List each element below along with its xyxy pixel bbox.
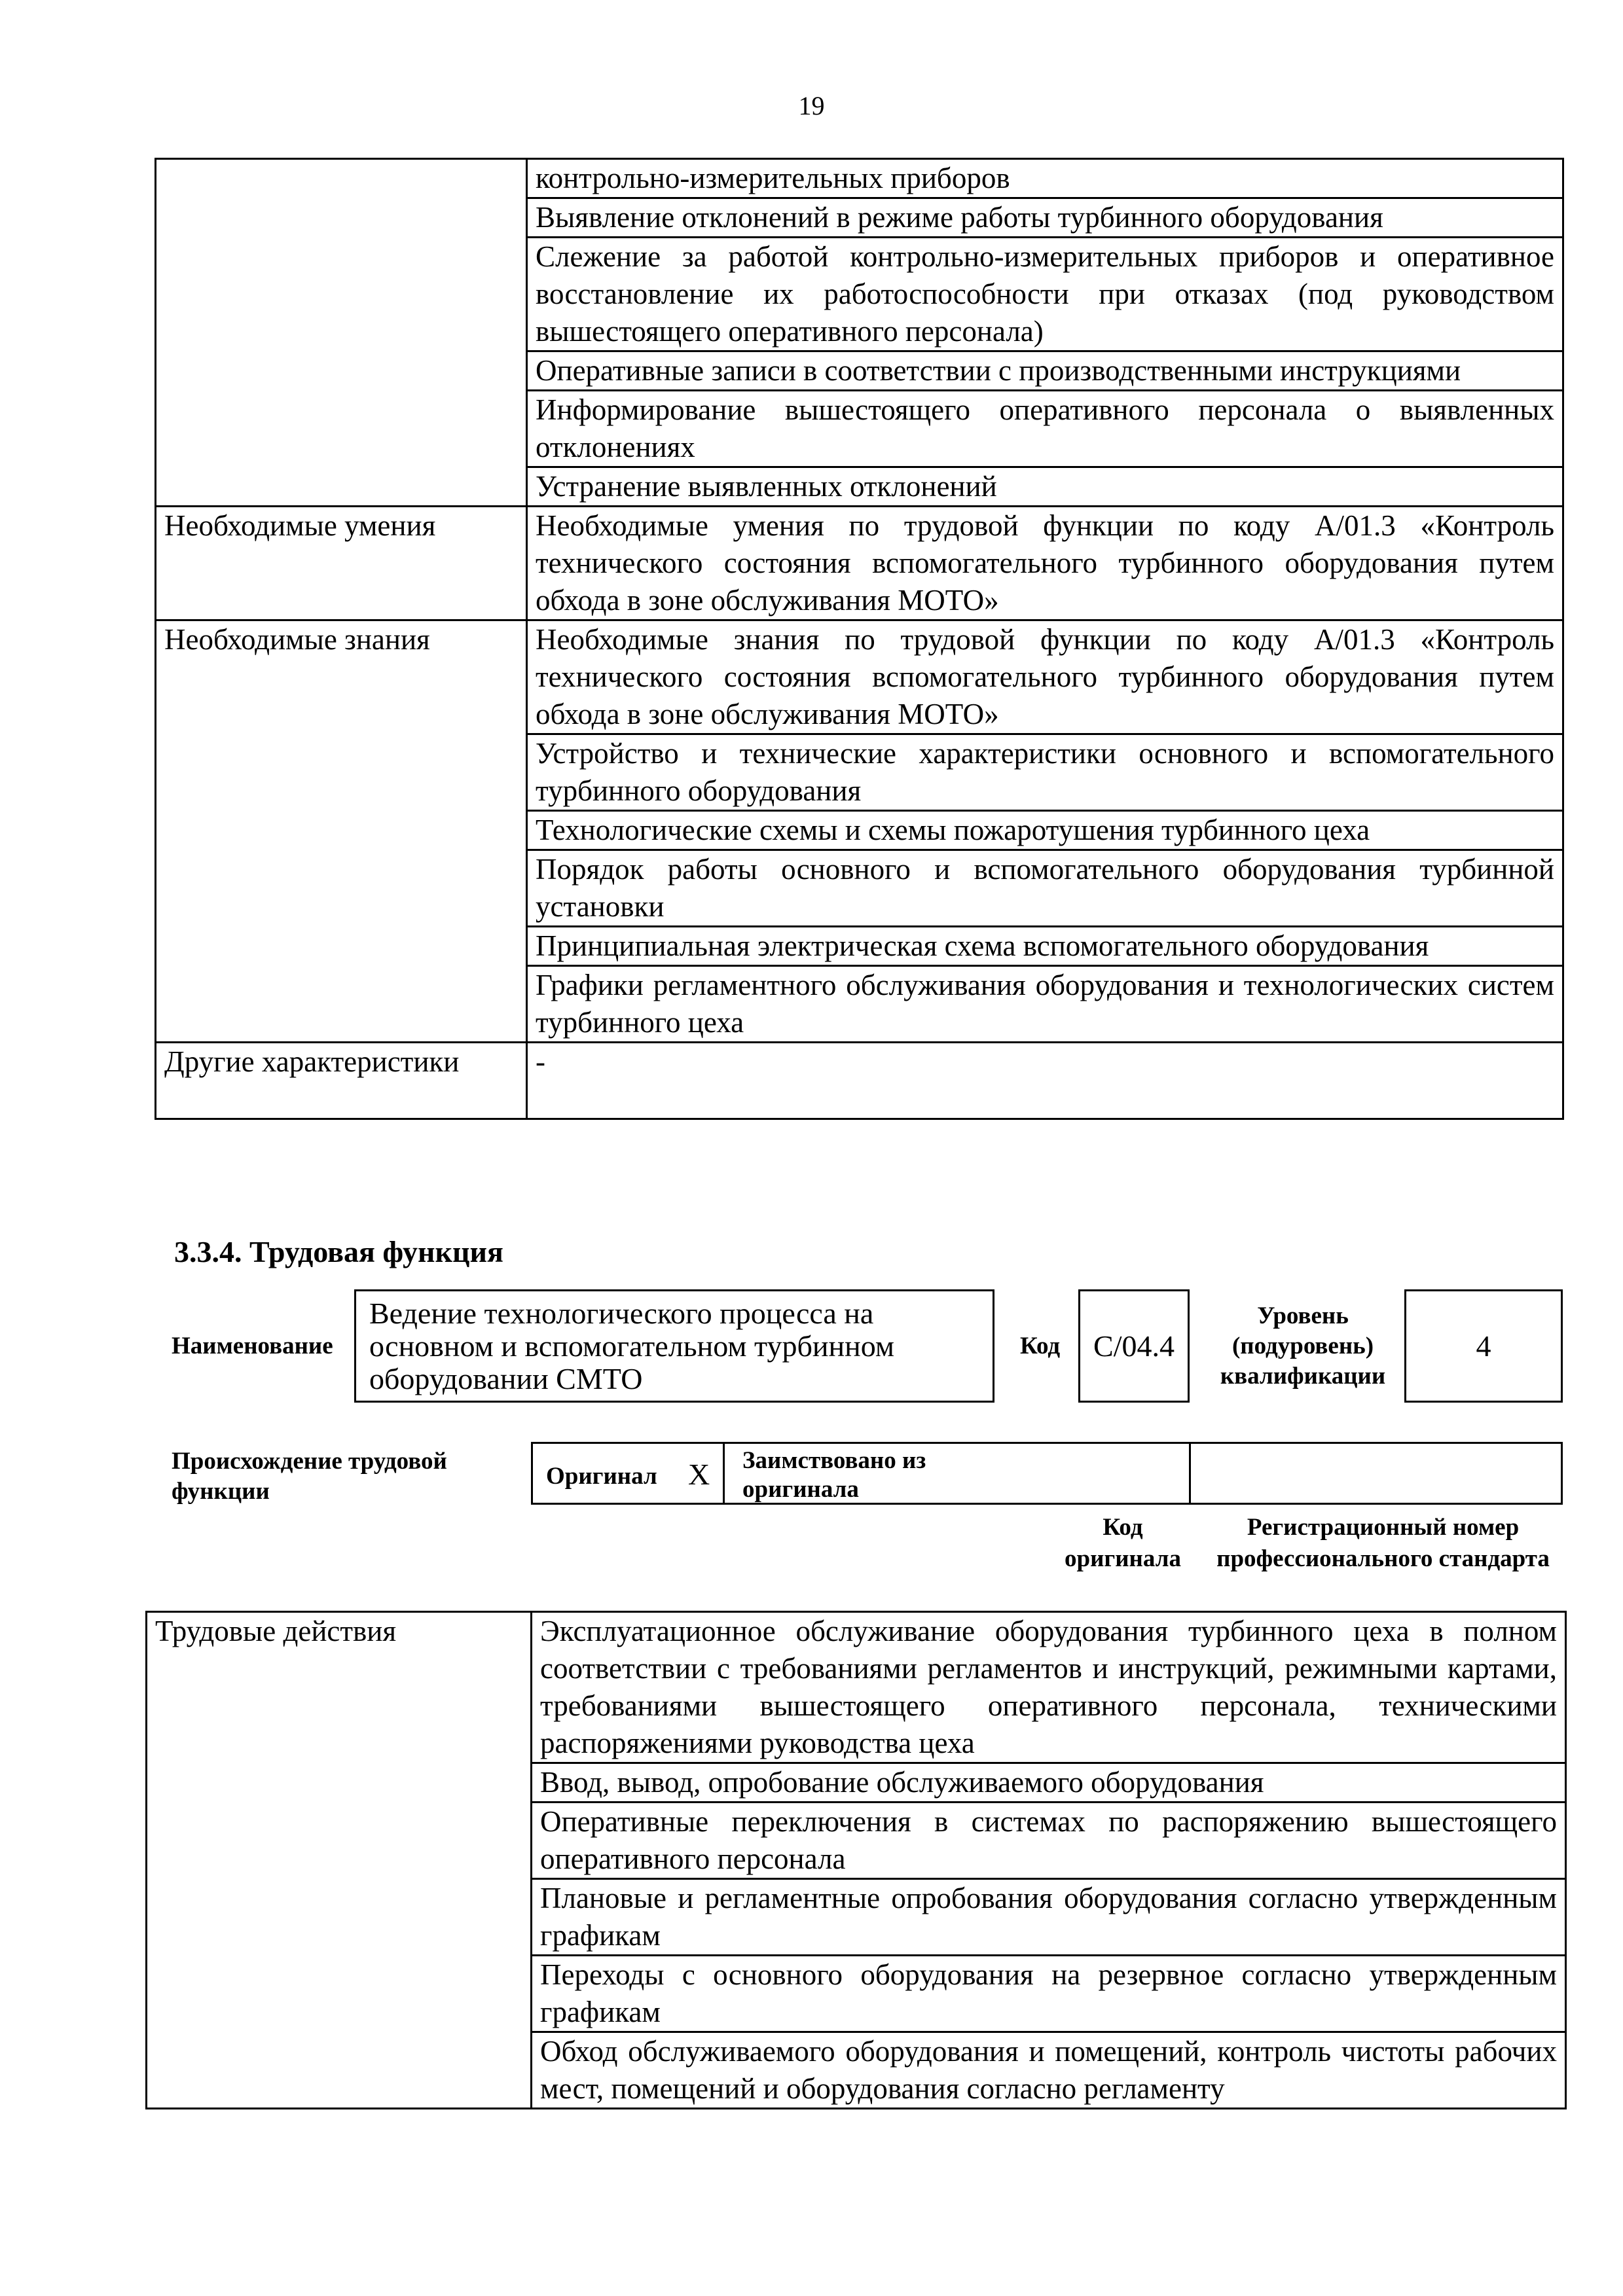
table-cell: Выявление отклонений в режиме работы турбинного оборудования [527, 198, 1563, 238]
table-cell: Технологические схемы и схемы пожаротушения турбинного цеха [527, 811, 1563, 850]
level-value: 4 [1476, 1329, 1491, 1363]
row-label-actions: Трудовые действия [147, 1612, 532, 2109]
code-label: Код [1020, 1333, 1061, 1359]
table-cell: Слежение за работой контрольно-измерительных приборов и оперативное восстановление их работоспособности при отказах (под руководством вышестоящего оперативного персонала) [527, 238, 1563, 351]
name-label: Наименование [172, 1333, 333, 1359]
table-cell: Обход обслуживаемого оборудования и помещений, контроль чистоты рабочих мест, помещений и оборудования согласно регламенту [532, 2032, 1566, 2109]
function-name: Ведение технологического процесса на основном и вспомогательном турбинном оборудовании СМТО [369, 1296, 894, 1395]
table-row [156, 159, 1563, 198]
code-box [1078, 1289, 1190, 1403]
function-name-box [354, 1289, 994, 1403]
divider [723, 1444, 725, 1503]
table-cell: Плановые и регламентные опробования оборудования согласно утвержденным графикам [532, 1879, 1566, 1956]
table-cell: Оперативные записи в соответствии с производственными инструкциями [527, 351, 1563, 391]
table-row [156, 620, 1563, 734]
reg-number-caption: Регистрационный номер профессионального стандарта [1216, 1514, 1550, 1572]
row-label-knowledge: Необходимые знания [156, 620, 527, 1043]
divider [1189, 1444, 1191, 1503]
table-cell: Порядок работы основного и вспомогательного оборудования турбинной установки [527, 850, 1563, 927]
table-row [156, 1043, 1563, 1119]
labor-actions-table [145, 1611, 1567, 2109]
table-cell: Оперативные переключения в системах по распоряжению вышестоящего оперативного персонала [532, 1803, 1566, 1879]
table-cell: Информирование вышестоящего оперативного персонала о выявленных отклонениях [527, 391, 1563, 467]
table-row [147, 1612, 1566, 1763]
table-cell: - [527, 1043, 1563, 1119]
code-original-caption: Код оригинала [1065, 1514, 1181, 1572]
table-cell: Принципиальная электрическая схема вспомогательного оборудования [527, 927, 1563, 966]
code-value: C/04.4 [1093, 1329, 1175, 1363]
table-cell: Необходимые знания по трудовой функции по коду A/01.3 «Контроль технического состояния вспомогательного турбинного оборудования путем обхода в зоне обслуживания МОТО» [527, 620, 1563, 734]
requirements-table [155, 158, 1564, 1120]
table-cell: Графики регламентного обслуживания оборудования и технологических систем турбинного цеха [527, 966, 1563, 1043]
table-cell: Устранение выявленных отклонений [527, 467, 1563, 507]
page-number: 19 [798, 91, 825, 120]
table-cell: Переходы с основного оборудования на резервное согласно утвержденным графикам [532, 1956, 1566, 2032]
row-label-other: Другие характеристики [156, 1043, 527, 1119]
origin-label: Происхождение трудовой функции [172, 1448, 447, 1505]
origin-table [531, 1442, 1563, 1505]
level-box [1404, 1289, 1563, 1403]
table-cell: Эксплуатационное обслуживание оборудования турбинного цеха в полном соответствии с требованиями регламентов и инструкций, режимными картами, требованиями вышестоящего оперативного персонала, техническими распоряжениями руководства цеха [532, 1612, 1566, 1763]
borrowed-label: Заимствовано из оригинала [742, 1447, 926, 1503]
table-cell: Устройство и технические характеристики основного и вспомогательного турбинного оборудования [527, 734, 1563, 811]
table-cell: Ввод, вывод, опробование обслуживаемого оборудования [532, 1763, 1566, 1803]
table-cell: Необходимые умения по трудовой функции по коду A/01.3 «Контроль технического состояния вспомогательного турбинного оборудования путем обхода в зоне обслуживания МОТО» [527, 507, 1563, 620]
row-label [156, 159, 527, 507]
section-title: 3.3.4. Трудовая функция [174, 1235, 503, 1268]
table-row [156, 507, 1563, 620]
level-label: Уровень (подуровень) квалификации [1220, 1302, 1386, 1390]
original-mark: X [688, 1458, 710, 1491]
row-label-skills: Необходимые умения [156, 507, 527, 620]
table-cell: контрольно-измерительных приборов [527, 159, 1563, 198]
original-label: Оригинал [546, 1463, 657, 1490]
